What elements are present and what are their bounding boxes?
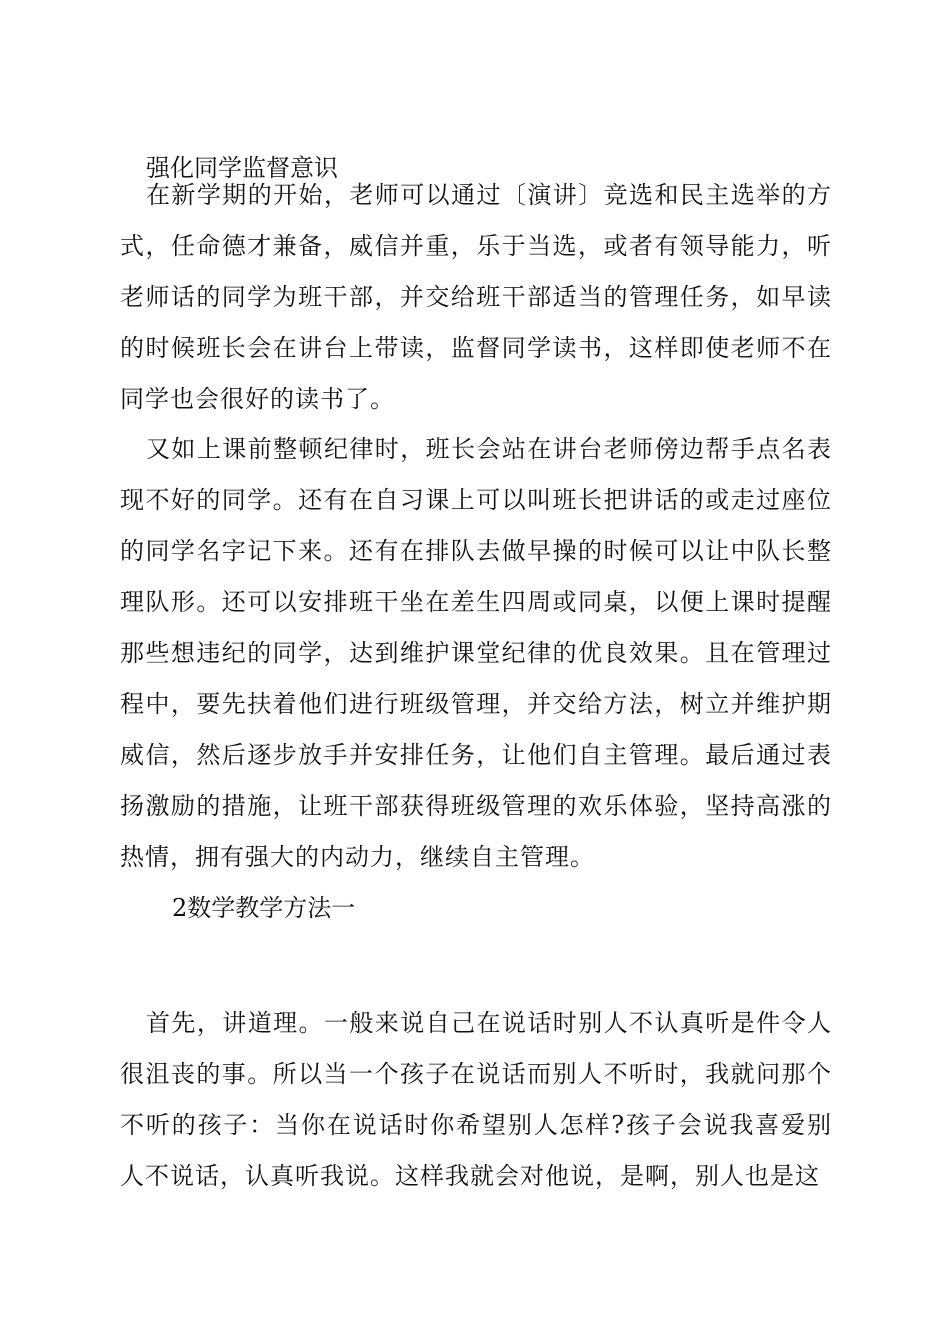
section-heading: 强化同学监督意识 bbox=[146, 154, 338, 182]
paragraph-discipline: 又如上课前整顿纪律时，班长会站在讲台老师傍边帮手点名表现不好的同学。还有在自习课上可以叫班长把讲话的或走过座位的同学名字记下来。还有在排队去做早操的时候可以让中队长整理队形。还可以安排班干坐在差生四周或同桌，以便上课时提醒那些想违纪的同学，达到维护课堂纪律的优良效果。且在管理过程中，要先扶着他们进行班级管理，并交给方法，树立并维护期威信，然后逐步放手并安排任务，让他们自主管理。最后通过表扬激励的措施，让班干部获得班级管理的欢乐体验，坚持高涨的热情，拥有强大的内动力，继续自主管理。 bbox=[120, 435, 832, 871]
paragraph-class-leaders: 在新学期的开始，老师可以通过〔演讲〕竞选和民主选举的方式，任命德才兼备，威信并重，乐于当选，或者有领导能力，听老师话的同学为班干部，并交给班干部适当的管理任务，如早读的时候班长会在讲台上带读，监督同学读书，这样即使老师不在同学也会很好的读书了。 bbox=[120, 181, 832, 413]
section-title: 2数学教学方法一 bbox=[172, 894, 356, 922]
paragraph-reasoning: 首先，讲道理。一般来说自己在说话时别人不认真听是件令人很沮丧的事。所以当一个孩子在说话而别人不听时，我就问那个不听的孩子：当你在说话时你希望别人怎样?孩子会说我喜爱别人不说话，认真听我说。这样我就会对他说，是啊，别人也是这 bbox=[120, 1009, 832, 1190]
